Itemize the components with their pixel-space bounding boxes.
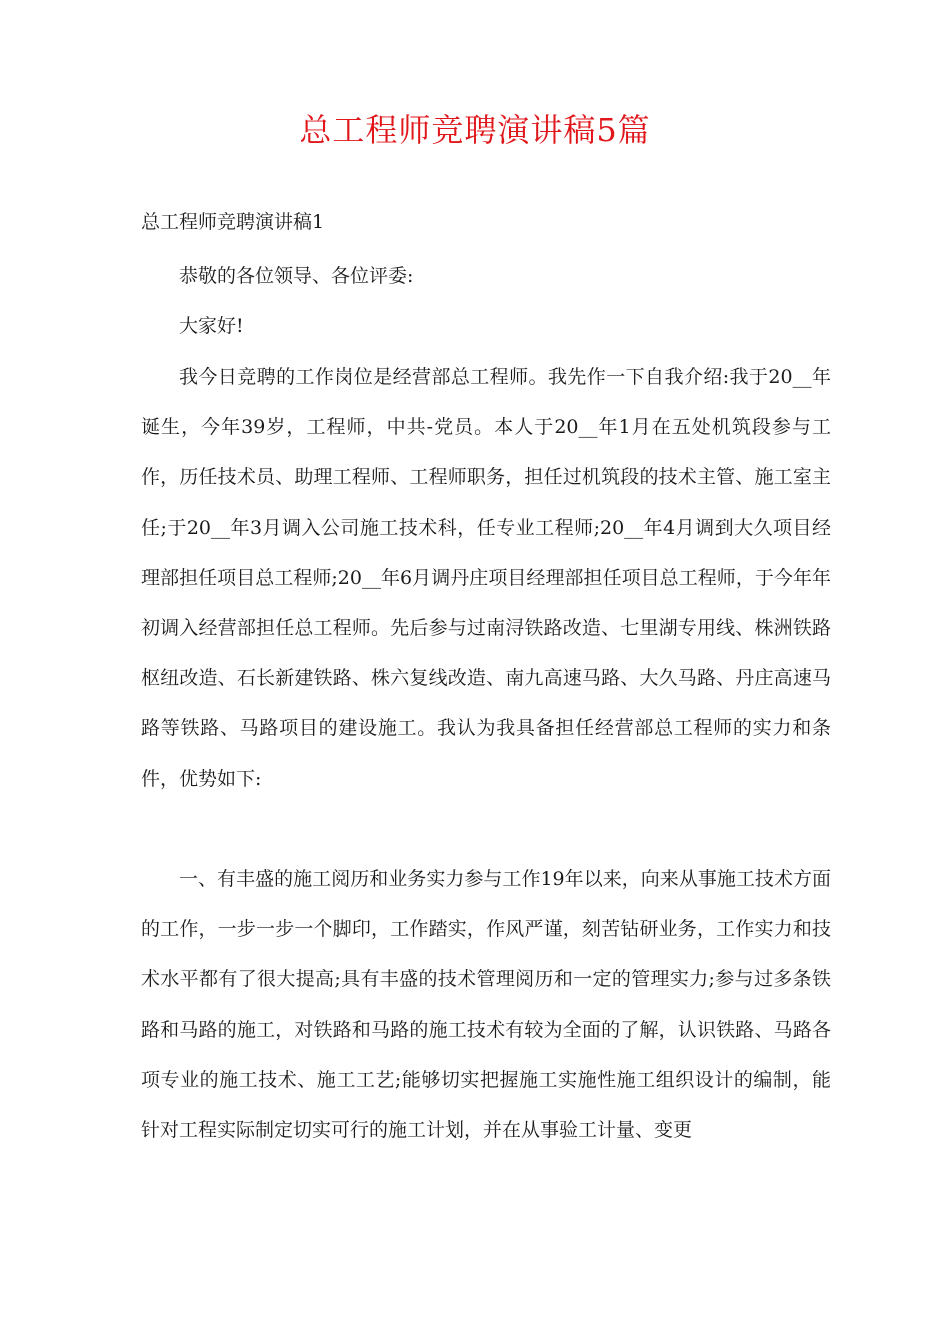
paragraph-self-introduction: 我今日竞聘的工作岗位是经营部总工程师。我先作一下自我介绍:我于20__年诞生，今年39岁，工程师，中共-党员。本人于20__年1月在五处机筑段参与工作，历任技术员、助理工程师、工程师职务，担任过机筑段的技术主管、施工室主任;于20__年3月调入公司施工技术科，任专业工程师;20__年4月调到大久项目经理部担任项目总工程师;20__年6月调丹庄项目经理部担任项目总工程师，于今年年初调入经营部担任总工程师。先后参与过南浔铁路改造、七里湖专用线、株洲铁路枢纽改造、石长新建铁路、株六复线改造、南九高速马路、大久马路、丹庄高速马路等铁路、马路项目的建设施工。我认为我具备担任经营部总工程师的实力和条件，优势如下: [141, 366, 831, 790]
paragraph-hello: 大家好! [179, 315, 244, 337]
paragraph-point-one: 一、有丰盛的施工阅历和业务实力参与工作19年以来，向来从事施工技术方面的工作，一步一步一个脚印，工作踏实，作风严谨，刻苦钻研业务，工作实力和技术水平都有了很大提高;具有丰盛的技术管理阅历和一定的管理实力;参与过多条铁路和马路的施工，对铁路和马路的施工技术有较为全面的了解，认识铁路、马路各项专业的施工技术、施工工艺;能够切实把握施工实施性施工组织设计的编制，能针对工程实际制定切实可行的施工计划，并在从事验工计量、变更 [141, 868, 831, 1142]
section-heading: 总工程师竞聘演讲稿1 [141, 211, 325, 233]
document-title: 总工程师竞聘演讲稿5篇 [299, 111, 651, 149]
paragraph-greeting: 恭敬的各位领导、各位评委: [179, 265, 414, 287]
